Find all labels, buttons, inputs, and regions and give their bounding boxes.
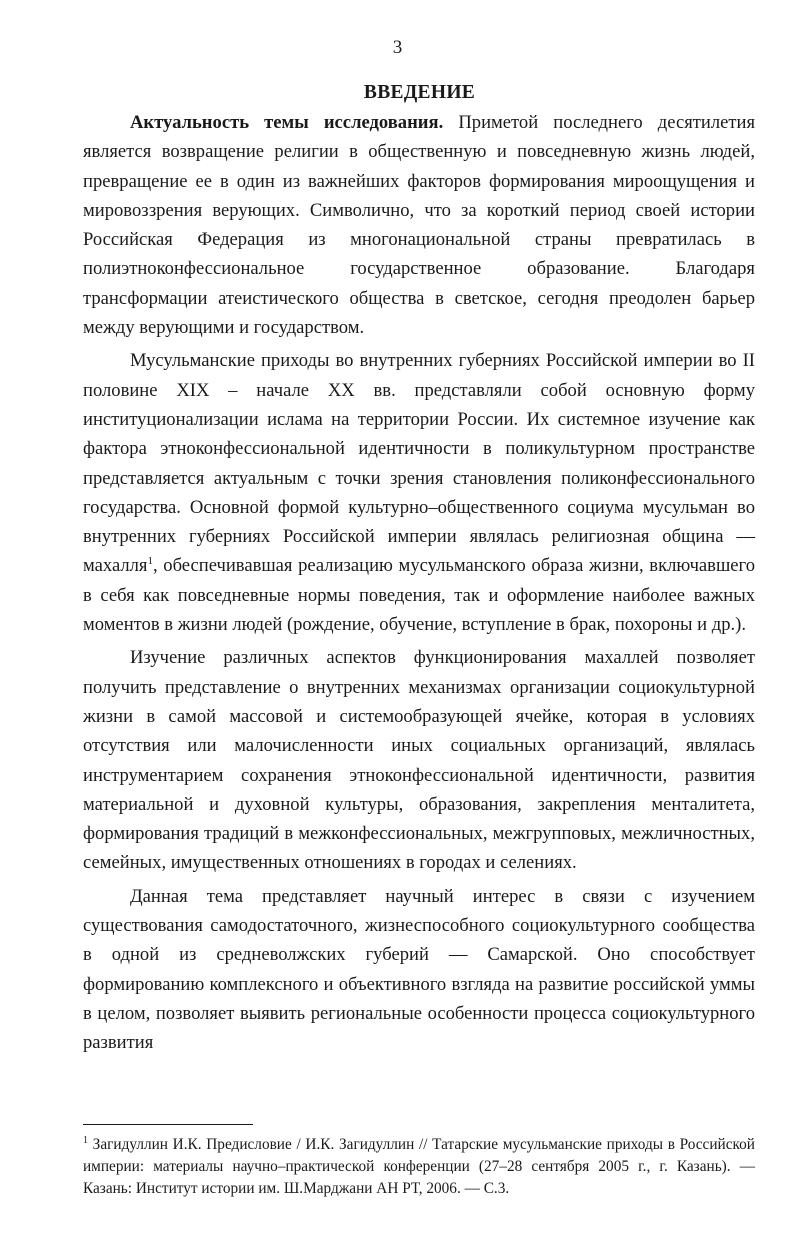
paragraph-text: Мусульманские приходы во внутренних губерниях Российской империи во II половине XIX – начале XX вв. представляли собой основную форму институционализации ислама на территории России. Их системное изучение как фактора этноконфессиональной идентичности в поликультурном пространстве представляется актуальным с точки зрения становления поликонфессионального государства. Основной формой культурно–общественного социума мусульман во внутренних губерниях Российской империи являлась религиозная община — махалля <box>83 350 755 577</box>
paragraph-lead-relevance: Актуальность темы исследования. <box>130 112 444 133</box>
body-text <box>83 108 755 1058</box>
footnote-reference[interactable]: 1 <box>147 555 153 568</box>
paragraph-text: , обеспечивавшая реализацию мусульманского образа жизни, включавшего в себя как повседневные нормы поведения, так и оформление наиболее важных моментов в жизни людей (рождение, обучение, вступление в брак, похороны и др.). <box>83 555 755 636</box>
footnote-text: Загидуллин И.К. Предисловие / И.К. Загидуллин // Татарские мусульманские приходы в Российской империи: материалы научно–практической конференции (27–28 сентября 2005 г., г. Казань). — Казань: Институт истории им. Ш.Марджани АН РТ, 2006. — С.3. <box>83 1136 755 1197</box>
paragraph-scientific-interest <box>83 882 755 1058</box>
paragraph-muslim-parishes <box>83 346 755 639</box>
page-number: 3 <box>392 37 403 58</box>
footnote <box>83 1134 755 1200</box>
footnote-divider <box>83 1124 253 1125</box>
paragraph-text: Данная тема представляет научный интерес в связи с изучением существования самодостаточного, жизнеспособного социокультурного сообщества в одной из средневолжских губерий — Самарской. Оно способствует формированию комплексного и объективного взгляда на развитие российской уммы в целом, позволяет выявить региональные особенности процесса социокультурного развития <box>83 885 755 1054</box>
footnote-mark: 1 <box>83 1134 88 1146</box>
paragraph-mahalla-study <box>83 643 755 877</box>
section-heading: ВВЕДЕНИЕ <box>363 82 476 103</box>
paragraph-text: Приметой последнего десятилетия является возвращение религии в общественную и повседневную жизнь людей, превращение ее в один из важнейших факторов формирования мироощущения и мировоззрения верующих. Символично, что за короткий период своей истории Российская Федерация из многонациональной страны превратилась в полиэтноконфессиональное государственное образование. Благодаря трансформации атеистического общества в светское, сегодня преодолен барьер между верующими и государством. <box>83 112 755 339</box>
paragraph-text: Изучение различных аспектов функционирования махаллей позволяет получить представление о внутренних механизмах организации социокультурной жизни в самой массовой и системообразующей ячейке, которая в условиях отсутствия или малочисленности иных социальных организаций, являлась инструментарием сохранения этноконфессиональной идентичности, развития материальной и духовной культуры, образования, закрепления менталитета, формирования традиций в межконфессиональных, межгрупповых, межличностных, семейных, имущественных отношениях в городах и селениях. <box>83 647 755 874</box>
paragraph-relevance <box>83 108 755 342</box>
